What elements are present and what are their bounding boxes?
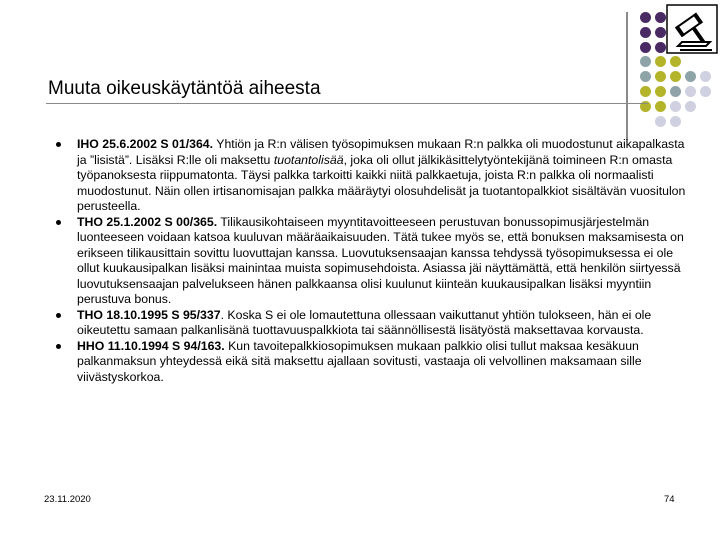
decorative-dot bbox=[655, 27, 666, 38]
decorative-dot bbox=[655, 42, 666, 53]
page-number: 74 bbox=[664, 494, 675, 505]
judge-gavel-icon bbox=[666, 4, 718, 54]
decorative-dot bbox=[685, 86, 696, 97]
decorative-dot bbox=[700, 71, 711, 82]
decorative-dot bbox=[655, 71, 666, 82]
list-item bbox=[54, 308, 694, 339]
decorative-dot bbox=[640, 27, 651, 38]
decorative-dot bbox=[700, 86, 711, 97]
content-area bbox=[54, 137, 694, 385]
case-reference: THO 25.1.2002 S 00/365. bbox=[77, 214, 218, 229]
decorative-dot bbox=[670, 56, 681, 67]
decorative-dot bbox=[640, 12, 651, 23]
case-reference: HHO 11.10.1994 S 94/163. bbox=[77, 338, 225, 353]
case-text: , joka oli ollut jälkikäsittelytyöntekijänä toimineen R:n omasta työpanoksesta riippumatonta. Täysi palkka tarkoitti kaikki niitä palkkaetuja, joista R:n palkka oli normaalisti muodostunut. Näin ollen irtisanomisajan palkka määräytyi olosuhdelisät ja tuotantopalkkiot sisältävän vuositulon perusteella. bbox=[77, 152, 686, 213]
case-reference: IHO 25.6.2002 S 01/364. bbox=[77, 137, 214, 151]
case-emphasis: tuotantolisää bbox=[273, 152, 344, 167]
decorative-dot bbox=[670, 86, 681, 97]
vertical-divider bbox=[626, 12, 628, 140]
case-text: Kun tavoitepalkkiosopimuksen mukaan palkkio olisi tullut maksaa kesäkuun palkanmaksun yhteydessä eikä sitä maksettu ajallaan sovitusti, vastaaja oli velvollinen maksamaan sille viivästyskorkoa. bbox=[77, 338, 642, 384]
slide-title: Muuta oikeuskäytäntöä aiheesta bbox=[48, 78, 321, 99]
footer-date: 23.11.2020 bbox=[44, 494, 91, 505]
case-text: Yhtiön ja R:n välisen työsopimuksen mukaan R:n palkka oli muodostunut aikapalkasta ja ”lisistä”. Lisäksi R:lle oli maksettu bbox=[77, 137, 685, 167]
bullet-icon bbox=[56, 313, 61, 318]
decorative-dot bbox=[655, 116, 666, 127]
decorative-dot bbox=[640, 86, 651, 97]
case-text: . Koska S ei ole lomautettuna ollessaan vaikuttanut yhtiön tulokseen, hän ei ole oikeutettu samaan palkanlisänä tuottavuuspalkkiota tai säännöllisestä lisätyöstä maksettavaa korvausta. bbox=[77, 307, 652, 337]
decorative-dot bbox=[655, 12, 666, 23]
decorative-dot bbox=[670, 71, 681, 82]
decorative-dot bbox=[655, 101, 666, 112]
bullet-icon bbox=[56, 220, 61, 225]
decorative-dot bbox=[640, 71, 651, 82]
case-list bbox=[54, 137, 694, 385]
case-reference: THO 18.10.1995 S 95/337 bbox=[77, 307, 221, 322]
decorative-dot bbox=[640, 56, 651, 67]
decorative-dot bbox=[670, 116, 681, 127]
list-item bbox=[54, 137, 694, 215]
decorative-dot bbox=[655, 86, 666, 97]
decorative-dot bbox=[640, 42, 651, 53]
bullet-icon bbox=[56, 142, 61, 147]
list-item bbox=[54, 339, 694, 386]
case-text: Tilikausikohtaiseen myyntitavoitteeseen perustuvan bonussopimusjärjestelmän luonteeseen voidaan katsoa kuuluvan määräaikaisuuden. Tätä tukee myös se, että bonuksen maksamisesta on erikseen tilikausittain sovittu luovuttajan kanssa. Luovutuksensaajan kanssa tehdyssä työsopimuksessa ei ole ollut kuukausipalkan lisäksi mainintaa muista sopimusehdoista. Asiassa jäi näyttämättä, että henkilön siirtyessä luovutuksensaajan palvelukseen hänen palkkaansa olisi kuulunut kiinteän kuukausipalkan lisäksi myyntiin perustuva bonus. bbox=[77, 214, 684, 306]
bullet-icon bbox=[56, 344, 61, 349]
title-underline bbox=[46, 103, 648, 104]
list-item bbox=[54, 215, 694, 308]
decorative-dot bbox=[670, 101, 681, 112]
decorative-dot bbox=[655, 56, 666, 67]
decorative-dot bbox=[685, 71, 696, 82]
decorative-dot bbox=[685, 101, 696, 112]
